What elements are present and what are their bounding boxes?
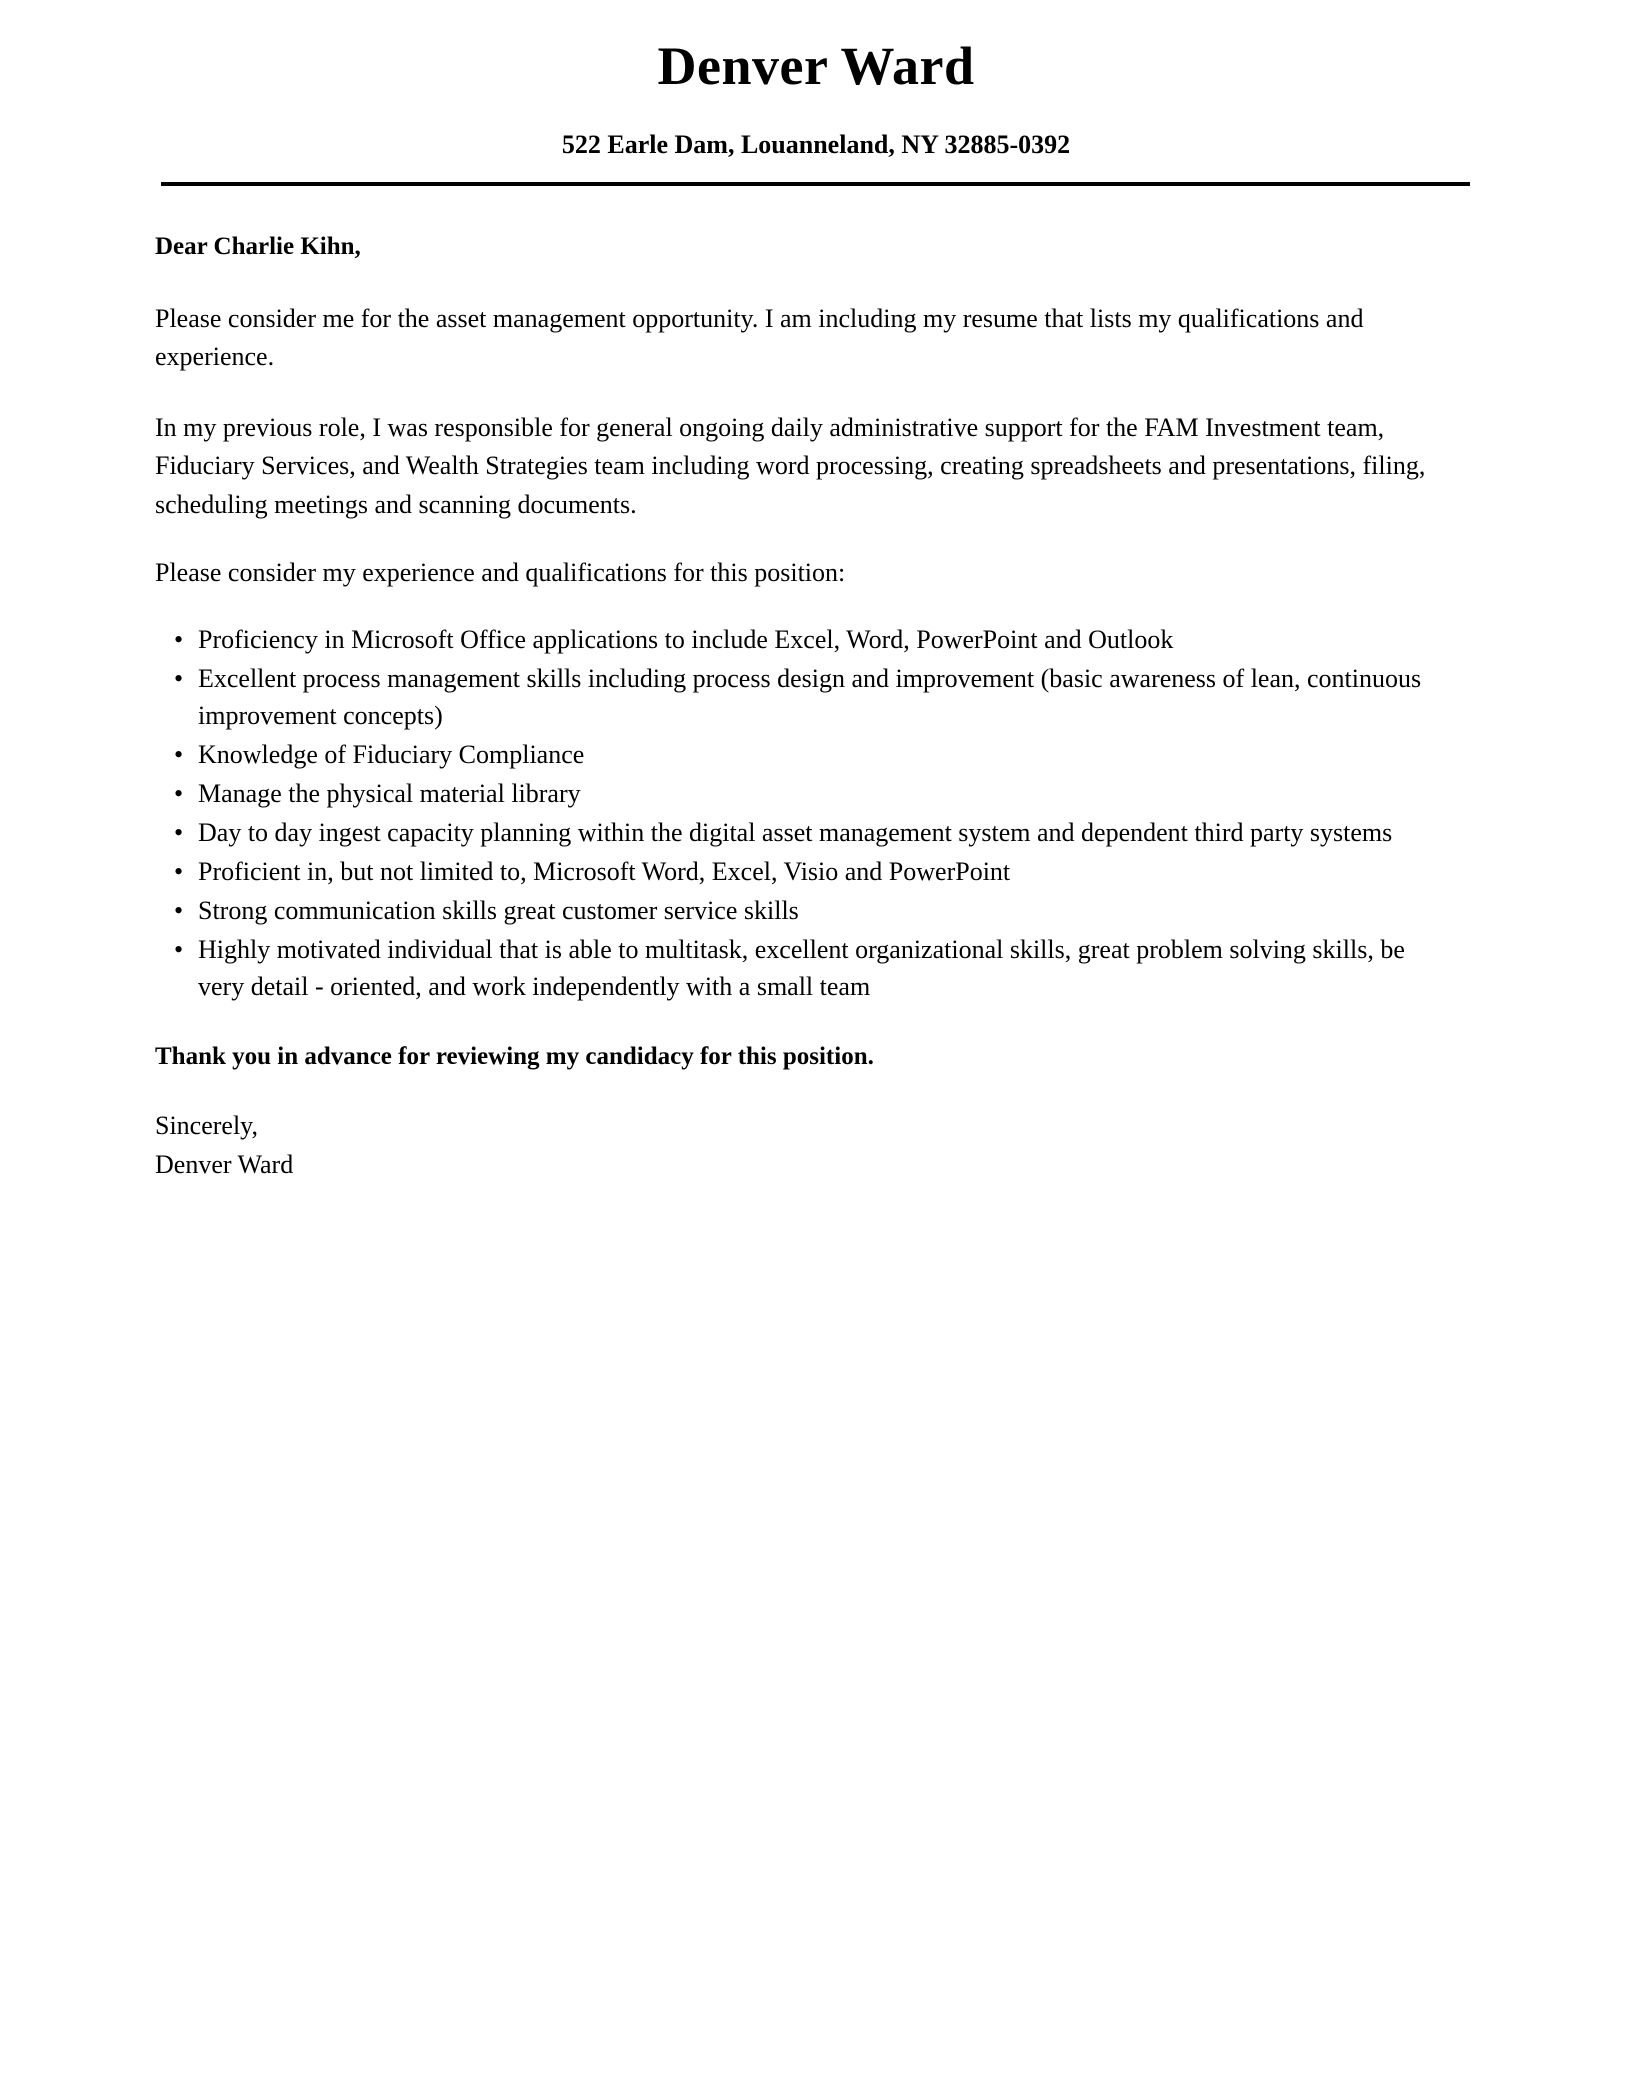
signature-block	[155, 1107, 1432, 1184]
applicant-address: 522 Earle Dam, Louanneland, NY 32885-0392	[561, 129, 1071, 159]
list-item: • Highly motivated individual that is able to multitask, excellent organizational skills, great problem solving skills, be very detail - oriented, and work independently with a small team	[155, 932, 1432, 1006]
qualifications-list	[155, 622, 1432, 1005]
page-title: Denver Ward	[657, 36, 975, 96]
closing-statement: Thank you in advance for reviewing my candidacy for this position.	[155, 1042, 874, 1070]
paragraph-intro: Please consider me for the asset management opportunity. I am including my resume that lists my qualifications and experience.	[155, 303, 1364, 372]
letterhead	[0, 0, 1632, 186]
paragraph-experience: In my previous role, I was responsible for general ongoing daily administrative support for the FAM Investment team, Fiduciary Services, and Wealth Strategies team including word processing, creating spreadsheets and presentations, filing, scheduling meetings and scanning documents.	[155, 412, 1426, 519]
header-divider	[161, 182, 1470, 186]
list-item: • Proficient in, but not limited to, Microsoft Word, Excel, Visio and PowerPoint	[155, 854, 1432, 891]
signature-name: Denver Ward	[155, 1149, 294, 1179]
signoff-salutation: Sincerely,	[155, 1111, 258, 1141]
list-item: • Manage the physical material library	[155, 776, 1432, 813]
letter-body	[0, 230, 1632, 1184]
paragraph-qualifications-lead: Please consider my experience and qualifications for this position:	[155, 557, 846, 587]
list-item: • Knowledge of Fiduciary Compliance	[155, 737, 1432, 774]
list-item: • Day to day ingest capacity planning within the digital asset management system and dependent third party systems	[155, 815, 1432, 852]
salutation: Dear Charlie Kihn,	[155, 232, 361, 260]
list-item: • Excellent process management skills including process design and improvement (basic awareness of lean, continuous improvement concepts)	[155, 661, 1432, 735]
list-item: • Proficiency in Microsoft Office applications to include Excel, Word, PowerPoint and Outlook	[155, 622, 1432, 659]
list-item: • Strong communication skills great customer service skills	[155, 893, 1432, 930]
